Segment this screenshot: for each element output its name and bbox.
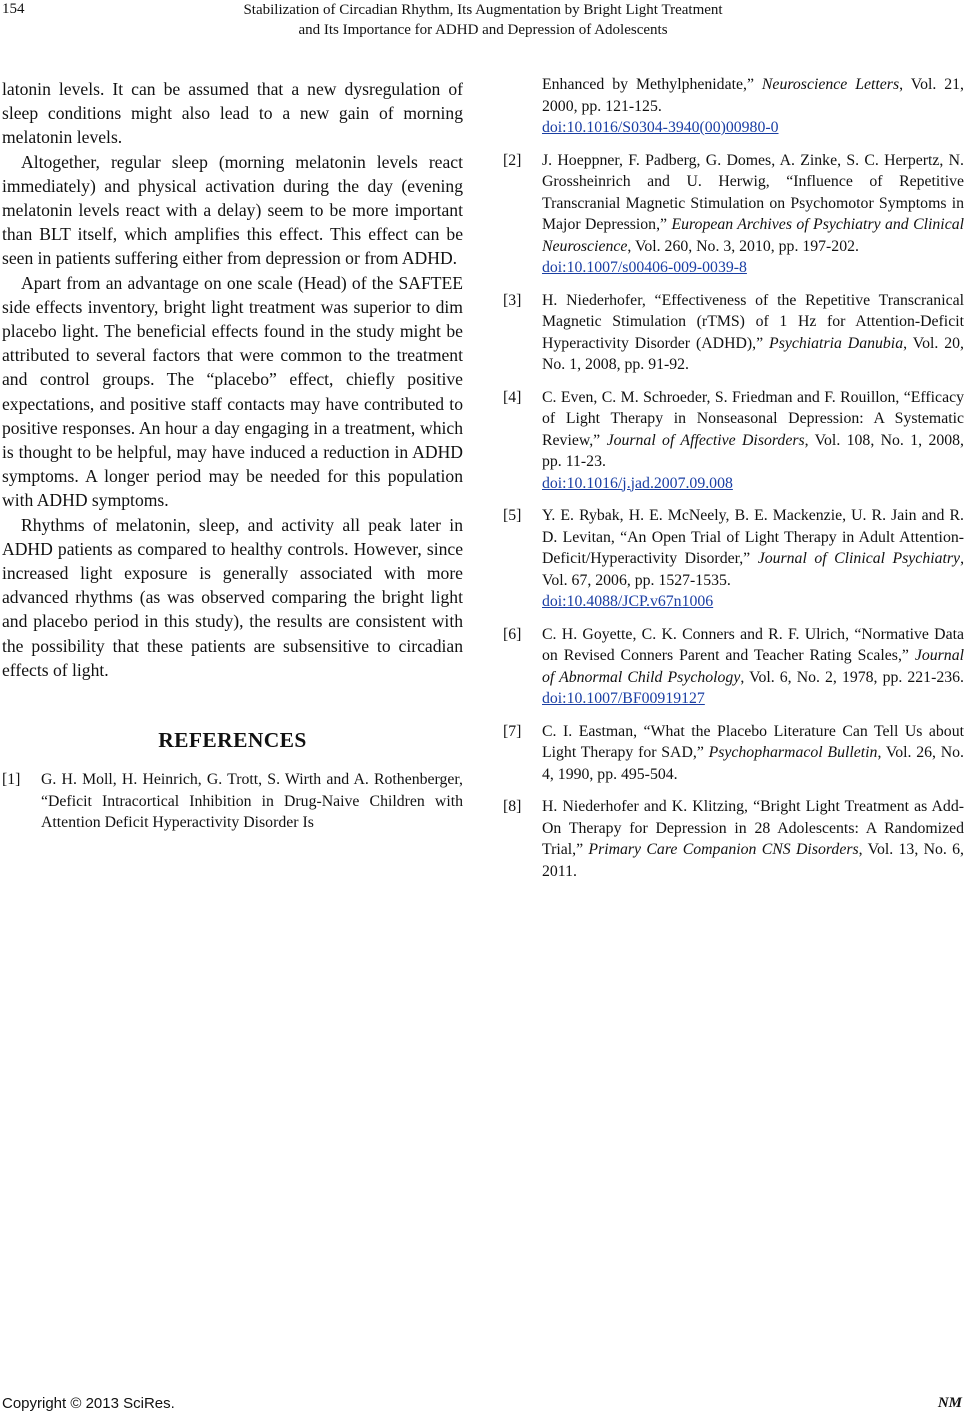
- reference-text: G. H. Moll, H. Heinrich, G. Trott, S. Wirth and A. Rothenberger, “Deficit Intracortical Inhibition in Drug-Naive Children with Attention Deficit Hyperactivity Disorder Is: [41, 771, 463, 832]
- reference-journal: Psychopharmacol Bulletin: [708, 744, 878, 761]
- reference-2: [503, 150, 964, 279]
- doi-link[interactable]: doi:10.1007/s00406-009-0039-8: [542, 259, 747, 276]
- reference-text: [542, 150, 964, 279]
- reference-authors-title: J. Hoeppner, F. Padberg, G. Domes, A. Zinke, S. C. Herpertz, N. Grossheinrich and U. Herwig, “Influence of Repetitive Transcranial Magnetic Stimulation on Psychomotor Symptoms in Major Depression,”: [542, 151, 964, 233]
- left-column: [2, 77, 463, 834]
- reference-details: , Vol. 6, No. 2, 1978, pp. 221-236.: [740, 668, 964, 686]
- reference-4: [503, 387, 964, 495]
- page-number: 154: [2, 1, 25, 17]
- reference-8: [503, 796, 964, 882]
- reference-journal: Primary Care Companion CNS Disorders: [588, 841, 859, 858]
- body-paragraph-3: Apart from an advantage on one scale (Head) of the SAFTEE side effects inventory, bright light treatment was superior to dim placebo light. The beneficial effects found in the study might be attributed to several factors that were common to the treatment and control groups. The “placebo” effect, chiefly positive expectations, and positive staff contacts may have contributed to positive responses. An hour a day engaging in a treatment, which is thought to be helpful, may have induced a reduction in ADHD symptoms. A longer period may be needed for this population with ADHD symptoms.: [2, 272, 463, 511]
- reference-text: [542, 387, 964, 495]
- running-header-line-1: Stabilization of Circadian Rhythm, Its Augmentation by Bright Light Treatment: [243, 2, 723, 18]
- reference-authors-title: C. I. Eastman, “What the Placebo Literature Can Tell Us about Light Therapy for SAD,”: [542, 722, 964, 761]
- reference-6: [503, 624, 964, 710]
- reference-details: , Vol. 13, No. 6, 2011.: [542, 841, 965, 880]
- journal-abbreviation: NM: [937, 1395, 962, 1411]
- reference-text: [542, 796, 964, 882]
- reference-text: [542, 290, 964, 376]
- reference-number: [1]: [2, 771, 21, 789]
- body-paragraph-2: Altogether, regular sleep (morning melatonin levels react immediately) and physical activation during the day (evening melatonin levels react with a delay) seem to be more important than BLT itself, which amplifies this effect. This effect can be seen in patients suffering either from depression or from ADHD.: [2, 151, 463, 269]
- doi-link[interactable]: doi:10.4088/JCP.v67n1006: [542, 593, 714, 610]
- body-paragraph-4: Rhythms of melatonin, sleep, and activity all peak later in ADHD patients as compared to healthy controls. However, since increased light exposure is generally associated with more advanced rhythms (as was observed comparing the bright light and placebo period in this study), the results are consistent with the possibility that these patients are subsensitive to circadian effects of light.: [2, 514, 463, 680]
- reference-1-continued: [503, 74, 964, 139]
- reference-journal: European Archives of Psychiatry and Clinical Neuroscience: [542, 216, 964, 255]
- reference-3: [503, 290, 964, 376]
- reference-number-blank: [503, 74, 542, 139]
- running-header: [130, 0, 836, 40]
- reference-1: [2, 769, 463, 834]
- right-column: [503, 74, 964, 893]
- reference-authors-title: H. Niederhofer, “Effectiveness of the Repetitive Transcranical Magnetic Stimulation (rTMS) of 1 Hz for Attention-Deficit Hyperactivity Disorder (ADHD),”: [542, 291, 964, 352]
- reference-7: [503, 721, 964, 786]
- reference-details: , Vol. 20, No. 1, 2008, pp. 91-92.: [542, 334, 964, 373]
- reference-details: , Vol. 21, 2000, pp. 121-125.: [542, 76, 965, 115]
- reference-number: [6]: [503, 625, 522, 643]
- reference-journal: Journal of Abnormal Child Psychology: [542, 647, 964, 686]
- reference-journal: Psychiatria Danubia: [769, 334, 904, 352]
- reference-text: [542, 624, 964, 710]
- doi-link[interactable]: doi:10.1016/S0304-3940(00)00980-0: [542, 119, 779, 136]
- references-heading: REFERENCES: [158, 728, 307, 753]
- reference-text: [542, 721, 964, 786]
- reference-authors-title: Y. E. Rybak, H. E. McNeely, B. E. Mackenzie, U. R. Jain and R. D. Levitan, “An Open Trial of Light Therapy in Adult Attention-Deficit/Hyperactivity Disorder,”: [542, 507, 964, 567]
- reference-authors-title: C. Even, C. M. Schroeder, S. Friedman and F. Rouillon, “Efficacy of Light Therapy in Nonseasonal Depression: A Systematic Review,”: [542, 388, 964, 449]
- reference-journal: Neuroscience Letters: [761, 76, 900, 93]
- reference-journal: Journal of Clinical Psychiatry: [757, 550, 961, 567]
- reference-number: [5]: [503, 507, 522, 524]
- doi-link[interactable]: doi:10.1007/BF00919127: [542, 690, 705, 707]
- reference-number: [2]: [503, 151, 522, 169]
- reference-details: , Vol. 67, 2006, pp. 1527-1535.: [542, 550, 965, 589]
- reference-text: Enhanced by Methylphenidate,” Neuroscience Letters, Vol. 21, 2000, pp. 121-125. doi:10.1016/S0304-3940(00)00980-0: [542, 74, 964, 139]
- reference-5: [503, 505, 964, 613]
- reference-details: , Vol. 26, No. 4, 1990, pp. 495-504.: [542, 744, 964, 783]
- reference-authors-title: C. H. Goyette, C. K. Conners and R. F. Ulrich, “Normative Data on Revised Conners Parent and Teacher Rating Scales,”: [542, 625, 964, 664]
- body-paragraph-1: latonin levels. It can be assumed that a new dysregulation of sleep conditions might also lead to a new gain of morning melatonin levels.: [2, 79, 463, 148]
- reference-number: [4]: [503, 388, 522, 406]
- reference-text: [542, 505, 964, 613]
- doi-link[interactable]: doi:10.1016/j.jad.2007.09.008: [542, 474, 733, 492]
- reference-number: [8]: [503, 798, 522, 815]
- copyright-notice: Copyright © 2013 SciRes.: [2, 1395, 175, 1412]
- reference-details: , Vol. 260, No. 3, 2010, pp. 197-202.: [627, 237, 859, 255]
- reference-number: [7]: [503, 722, 522, 740]
- running-header-line-2: and Its Importance for ADHD and Depression of Adolescents: [298, 22, 668, 38]
- reference-journal: Journal of Affective Disorders: [606, 431, 805, 449]
- reference-authors-title: H. Niederhofer and K. Klitzing, “Bright Light Treatment as Add-On Therapy for Depression in 28 Adolescents: A Randomized Trial,”: [542, 798, 964, 858]
- reference-details: , Vol. 108, No. 1, 2008, pp. 11-23.: [542, 431, 964, 470]
- reference-number: [3]: [503, 291, 522, 309]
